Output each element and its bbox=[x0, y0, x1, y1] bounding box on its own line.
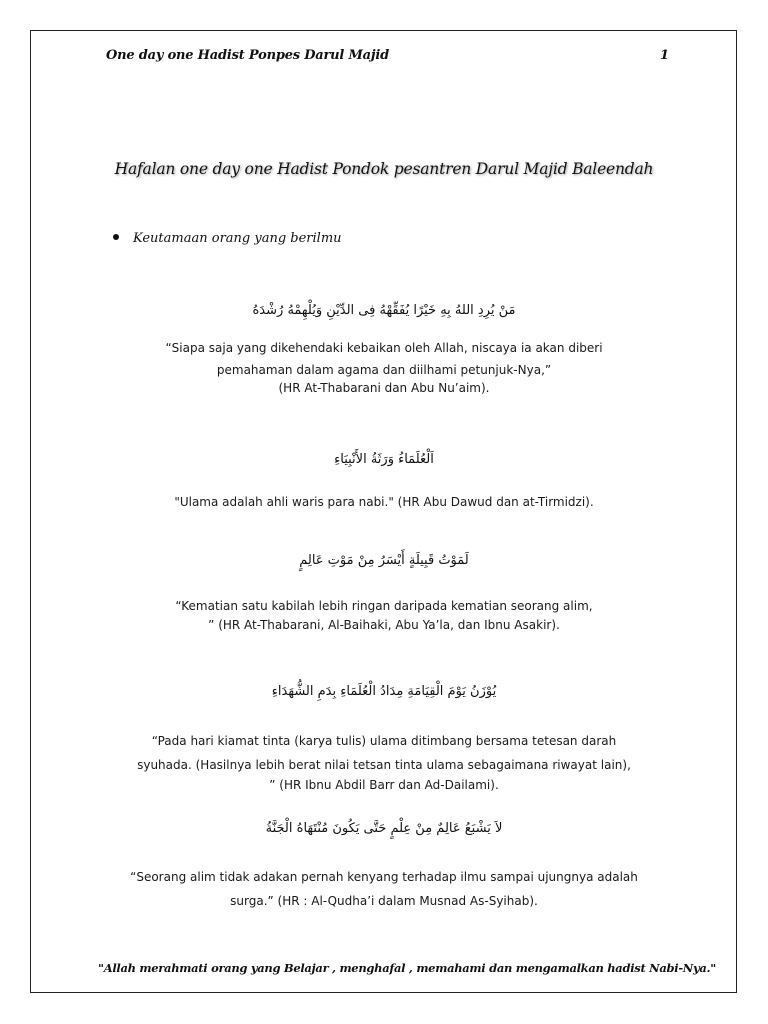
hadith-2-arabic: اَلْعُلَمَاءُ وَرَثَةُ الأَنْبِيَاءِ bbox=[334, 452, 434, 467]
page-number: 1 bbox=[660, 48, 670, 63]
hadith-1-translation bbox=[0, 337, 768, 399]
hadith-1-line-2: pemahaman dalam agama dan diilhami petunjuk-Nya,” bbox=[216, 363, 552, 377]
hadith-5-line-2: surga.” (HR : Al-Qudha’i dalam Musnad As-Syihab). bbox=[230, 894, 538, 908]
header-title: One day one Hadist Ponpes Darul Majid bbox=[106, 48, 390, 63]
topic-label: Keutamaan orang yang berilmu bbox=[133, 231, 342, 246]
hadith-2-line-1: "Ulama adalah ahli waris para nabi." (HR Abu Dawud dan at-Tirmidzi). bbox=[174, 495, 594, 509]
page-title: Hafalan one day one Hadist Pondok pesantren Darul Majid Baleendah bbox=[114, 160, 654, 178]
hadith-3-arabic: لَمَوْتُ قَبِيلَةٍ أَيْسَرُ مِنْ مَوْتِ عَالِمٍ bbox=[299, 553, 469, 568]
hadith-3-translation bbox=[0, 595, 768, 636]
hadith-1-line-1: “Siapa saja yang dikehendaki kebaikan oleh Allah, niscaya ia akan diberi bbox=[165, 341, 603, 355]
hadith-4-line-3: ” (HR Ibnu Abdil Barr dan Ad-Dailami). bbox=[269, 778, 499, 792]
hadith-1-line-3: (HR At-Thabarani dan Abu Nu’aim). bbox=[278, 381, 490, 395]
hadith-2-translation bbox=[0, 491, 768, 513]
hadith-3-line-1: “Kematian satu kabilah lebih ringan daripada kematian seorang alim, bbox=[175, 599, 593, 613]
hadith-5-arabic: لاَ يَشْبَعُ عَالِمٌ مِنْ عِلْمٍ حَتَّى يَكُونَ مُنْتَهَاهُ الْجَنَّةُ bbox=[265, 821, 503, 836]
hadith-3-line-2: ” (HR At-Thabarani, Al-Baihaki, Abu Ya’la, dan Ibnu Asakir). bbox=[208, 618, 560, 632]
bullet-icon bbox=[113, 234, 119, 240]
hadith-4-arabic: يُوْزَنُ يَوْمَ الْقِيَامَةِ مِدَادُ الْعُلَمَاءِ بِدَمِ الشُّهَدَاءِ bbox=[271, 684, 497, 699]
hadith-4-line-1: “Pada hari kiamat tinta (karya tulis) ulama ditimbang bersama tetesan darah bbox=[151, 734, 617, 748]
topic-bullet-item bbox=[113, 231, 342, 246]
hadith-4-line-2: syuhada. (Hasilnya lebih berat nilai tetsan tinta ulama sebagaimana riwayat lain), bbox=[137, 758, 631, 772]
footer-quote: "Allah merahmati orang yang Belajar , menghafal , memahami dan mengamalkan hadist Nabi-Nya." bbox=[98, 961, 716, 975]
hadith-5-translation bbox=[0, 866, 768, 912]
hadith-5-line-1: “Seorang alim tidak adakan pernah kenyang terhadap ilmu sampai ujungnya adalah bbox=[130, 870, 638, 884]
hadith-4-translation bbox=[0, 730, 768, 796]
hadith-1-arabic: مَنْ يُرِدِ اللهُ بِهِ خَيْرًا يُفَقِّهْهُ فِى الدِّيْنِ وَيُلْهِمْهُ رُشْدَهُ bbox=[252, 303, 516, 318]
